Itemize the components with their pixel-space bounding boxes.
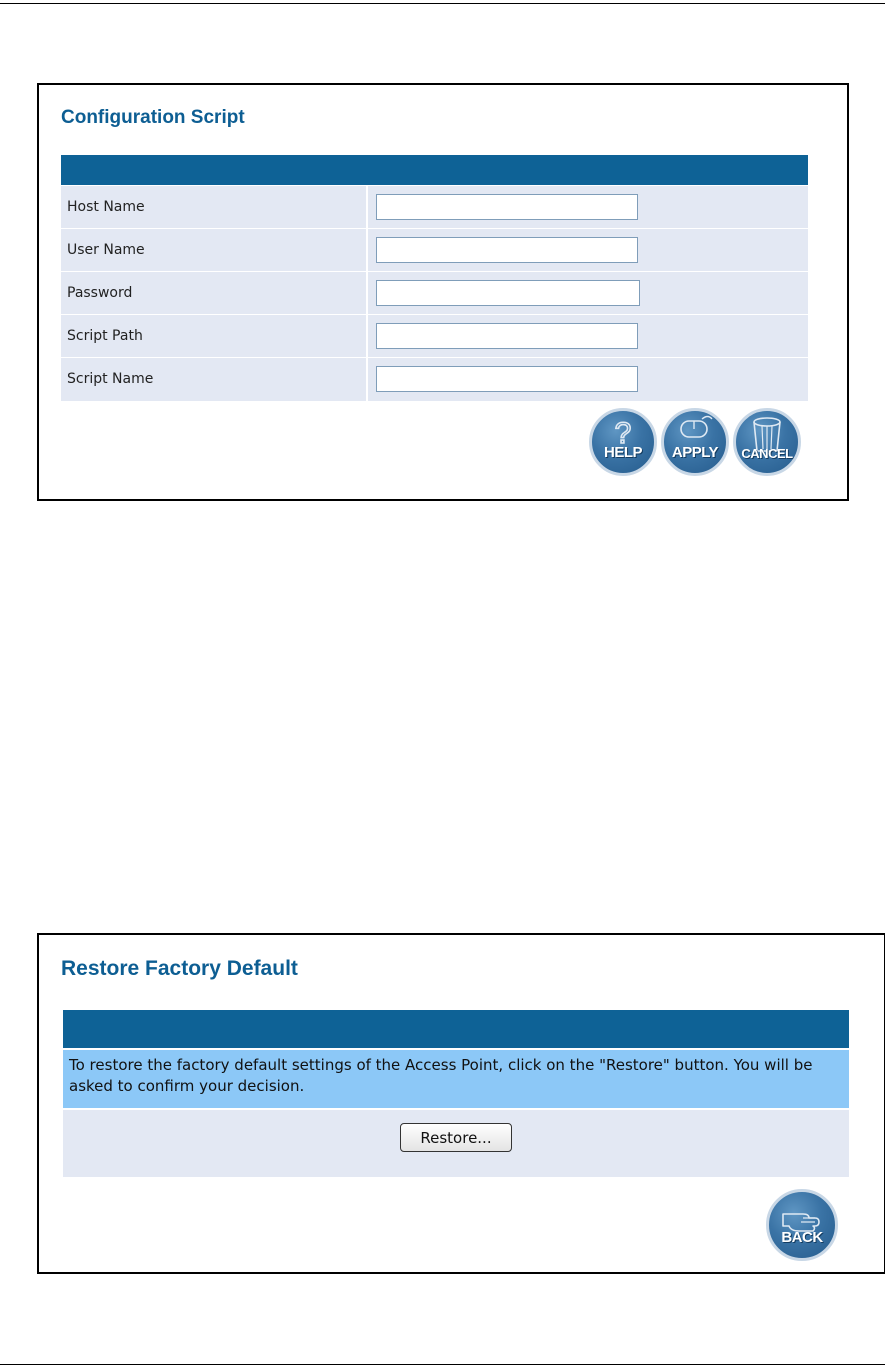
configuration-script-title: Configuration Script: [61, 107, 245, 128]
restore-factory-default-title: Restore Factory Default: [61, 957, 298, 980]
apply-button-label: APPLY: [671, 444, 719, 461]
restore-action-row: [63, 1110, 849, 1177]
form-divider: [366, 229, 368, 271]
cancel-button-label: CANCEL: [741, 446, 793, 461]
form-divider: [366, 358, 368, 401]
password-input[interactable]: [376, 280, 640, 306]
back-button-label: BACK: [781, 1229, 823, 1246]
form-row-script-path: [61, 315, 808, 357]
back-button[interactable]: [766, 1189, 838, 1261]
help-button-label: HELP: [603, 444, 642, 461]
trash-can-icon: [736, 411, 798, 473]
page-bottom-rule: [0, 1364, 885, 1365]
script-name-input[interactable]: [376, 366, 638, 392]
help-button[interactable]: [589, 408, 657, 476]
cancel-button[interactable]: [733, 408, 801, 476]
apply-button[interactable]: [661, 408, 729, 476]
form-divider: [366, 186, 368, 228]
restore-description: To restore the factory default settings of the Access Point, click on the "Restore" button. You will be asked to confirm your decision.: [63, 1050, 849, 1108]
configuration-script-form: [61, 186, 808, 401]
configuration-script-panel: [37, 83, 849, 501]
script-path-input[interactable]: [376, 323, 638, 349]
mouse-icon: [664, 411, 726, 473]
form-row-user-name: [61, 229, 808, 271]
form-row-script-name: [61, 358, 808, 401]
question-mark-icon: [592, 411, 654, 473]
restore-factory-default-panel: [37, 933, 885, 1274]
user-name-input[interactable]: [376, 237, 638, 263]
page-top-rule: [0, 3, 885, 4]
form-divider: [366, 315, 368, 357]
restore-button[interactable]: Restore...: [400, 1123, 512, 1152]
restore-header-bar: [63, 1010, 849, 1048]
form-row-password: [61, 272, 808, 314]
svg-text:?: ?: [614, 417, 632, 450]
host-name-label: Host Name: [67, 199, 145, 215]
user-name-label: User Name: [67, 242, 145, 258]
password-label: Password: [67, 285, 133, 301]
script-name-label: Script Name: [67, 371, 154, 387]
pointing-hand-icon: [769, 1192, 835, 1258]
script-path-label: Script Path: [67, 328, 143, 344]
form-divider: [366, 272, 368, 314]
configuration-script-header-bar: [61, 155, 808, 185]
host-name-input[interactable]: [376, 194, 638, 220]
form-row-host-name: [61, 186, 808, 228]
